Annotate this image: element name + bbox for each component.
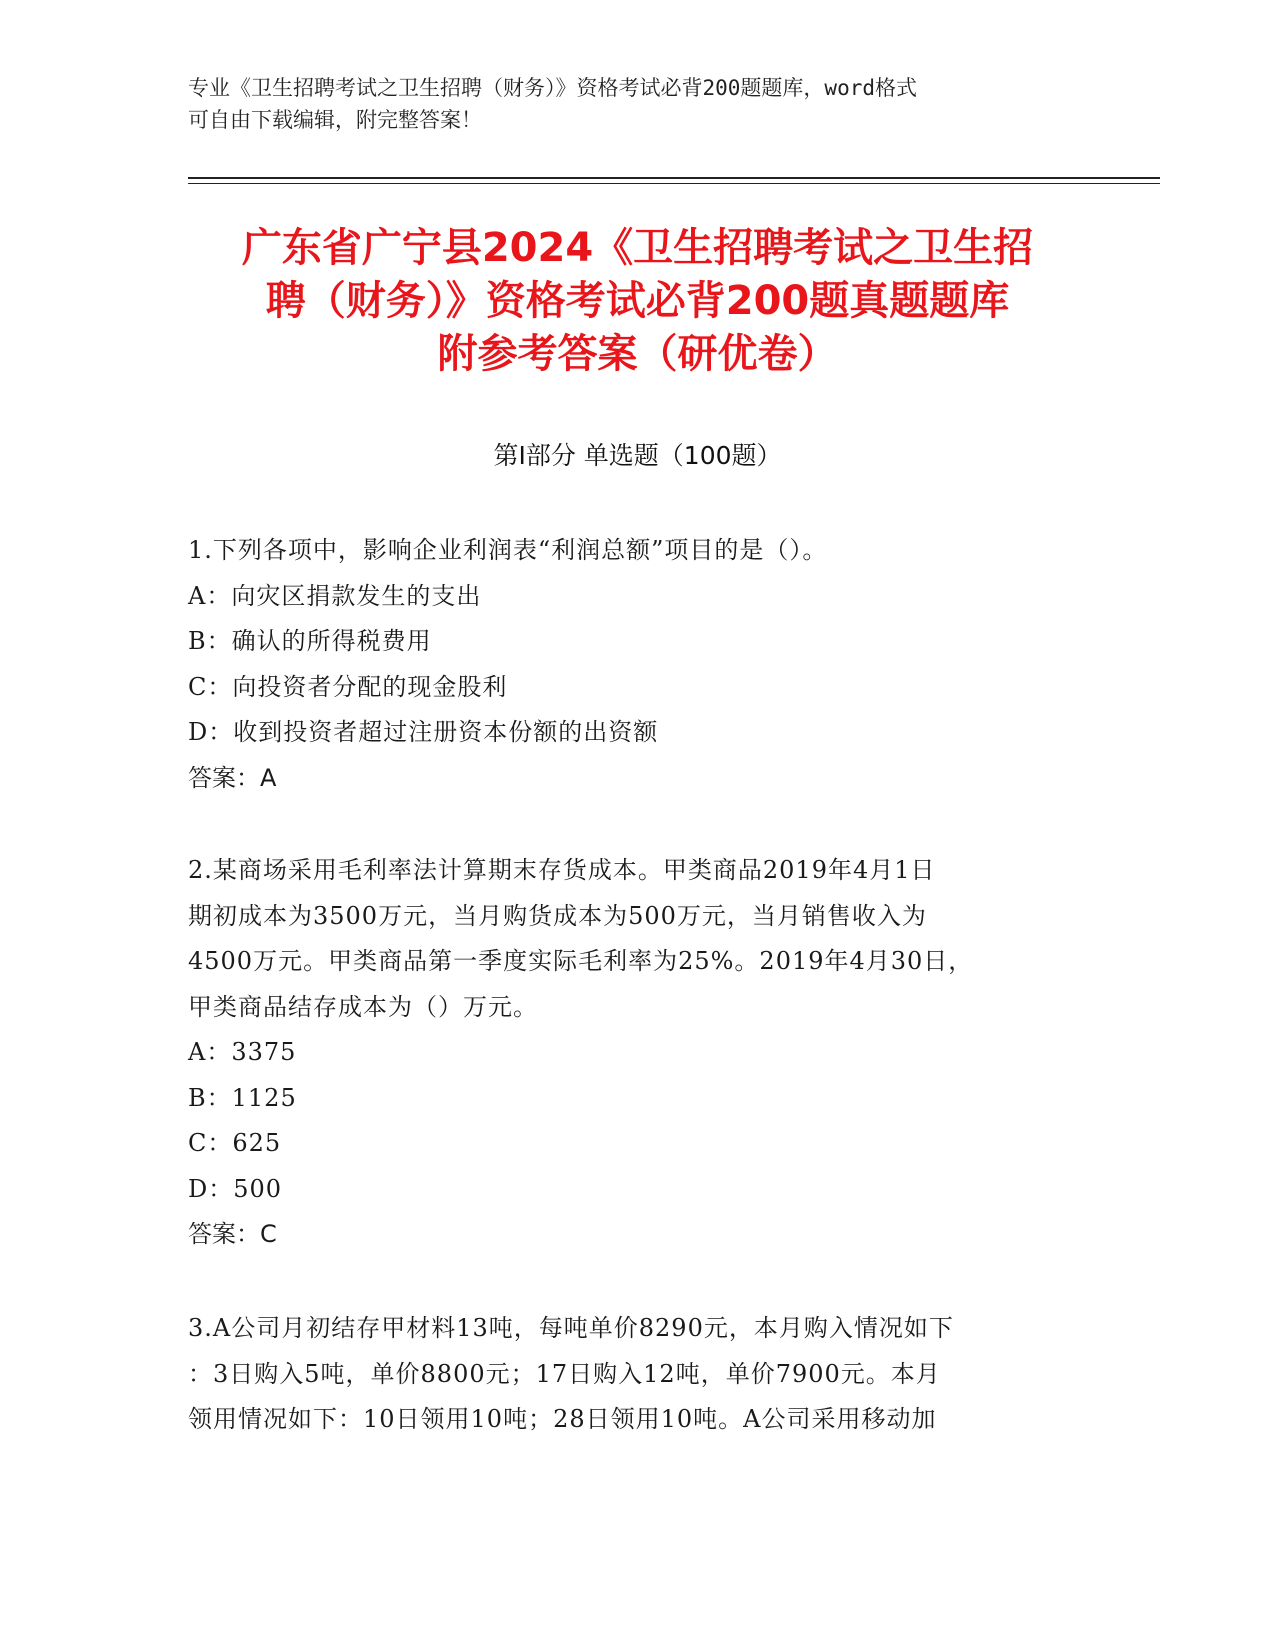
option-c: C：向投资者分配的现金股利 — [188, 672, 508, 701]
question-stem-line: 2.某商场采用毛利率法计算期末存货成本。甲类商品2019年4月1日 — [188, 856, 936, 884]
title-line: 广东省广宁县2024《卫生招聘考试之卫生招 — [241, 225, 1034, 271]
question-stem-line: 3.A公司月初结存甲材料13吨，每吨单价8290元，本月购入情况如下 — [188, 1314, 954, 1342]
question-1 — [188, 528, 1088, 801]
answer: 答案：A — [188, 763, 277, 792]
question-2 — [188, 848, 1088, 1258]
question-3 — [188, 1306, 1088, 1443]
question-stem: 1.下列各项中，影响企业利润表“利润总额”项目的是（）。 — [188, 536, 828, 564]
header-note — [188, 72, 1068, 136]
option-d: D：收到投资者超过注册资本份额的出资额 — [188, 718, 659, 746]
header-note-line: 可自由下载编辑，附完整答案！ — [188, 108, 482, 132]
option-a: A：3375 — [188, 1038, 297, 1066]
document-title — [150, 222, 1125, 381]
question-stem-line: 甲类商品结存成本为（）万元。 — [188, 992, 538, 1021]
section-title: 第Ⅰ部分 单选题（100题） — [493, 441, 782, 470]
header-note-line: 专业《卫生招聘考试之卫生招聘（财务）》资格考试必背200题题库，word格式 — [188, 76, 917, 100]
option-d: D：500 — [188, 1174, 283, 1203]
question-stem-line: 领用情况如下：10日领用10吨；28日领用10吨。A公司采用移动加 — [188, 1405, 937, 1433]
header-divider — [188, 183, 1160, 184]
question-stem-line: 期初成本为3500万元，当月购货成本为500万元，当月销售收入为 — [188, 901, 927, 930]
question-stem-line: 4500万元。甲类商品第一季度实际毛利率为25%。2019年4月30日， — [188, 947, 974, 975]
option-b: B：确认的所得税费用 — [188, 627, 432, 655]
option-a: A：向灾区捐款发生的支出 — [188, 581, 482, 610]
question-stem-line: ：3日购入5吨，单价8800元；17日购入12吨，单价7900元。本月 — [188, 1359, 941, 1388]
header-divider — [188, 177, 1160, 179]
answer: 答案：C — [188, 1220, 277, 1248]
option-b: B：1125 — [188, 1083, 297, 1112]
title-line: 附参考答案（研优卷） — [437, 331, 838, 377]
option-c: C：625 — [188, 1129, 282, 1157]
title-line: 聘（财务）》资格考试必背200题真题题库 — [265, 278, 1010, 324]
